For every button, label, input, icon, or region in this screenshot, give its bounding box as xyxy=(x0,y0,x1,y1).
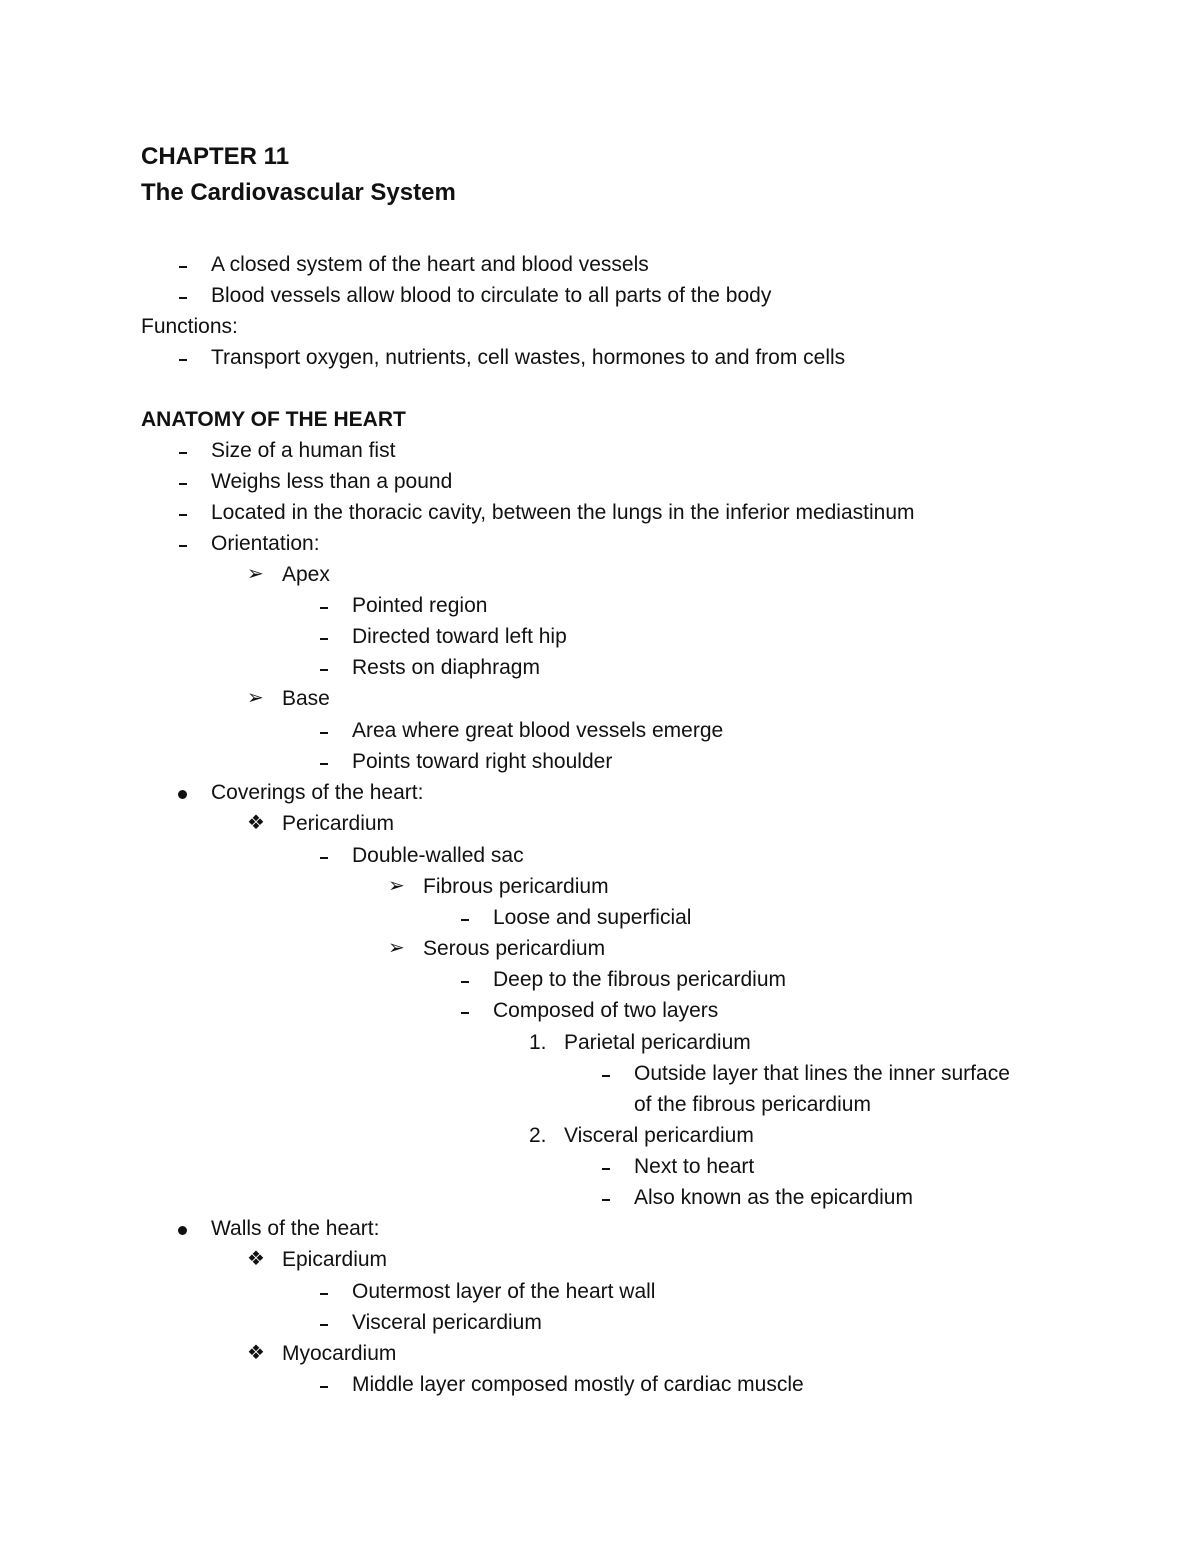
chapter-number: CHAPTER 11 xyxy=(141,143,290,170)
diamond-bullet-icon: ❖ xyxy=(247,1248,265,1270)
section-heading: ANATOMY OF THE HEART xyxy=(141,408,406,431)
arrow-bullet-icon: ➢ xyxy=(247,687,264,709)
diamond-bullet-icon: ❖ xyxy=(247,812,265,834)
diamond-bullet-icon: ❖ xyxy=(247,1342,265,1364)
arrow-bullet-icon: ➢ xyxy=(388,875,405,897)
document-page: CHAPTER 11 The Cardiovascular System A closed system of the heart and blood vessels Blood vessels allow blood to circulate to all parts of the body Functions: Transport oxygen, nutrients, cell wastes, hormones to and from cells ANATOMY OF THE HEART Size of a human fist Weighs less than a pound Located in the thoracic cavity, between the lungs in the inferior mediastinum Orientation: ➢ Apex Pointed region Directed toward left hip Rests on diaphragm ➢ Base Area where great blood vessels emerge Points toward right shoulder Coverings of the heart: ❖ Pericardium Double-walled sac ➢ Fibrous pericardium Loose and superficial ➢ Serous pericardium Deep to the fibrous pericardium Composed of two layers 1. Parietal pericardium Outside layer that lines the inner surface of the fibrous pericardium 2. Visceral pericardium Next to heart Also known as the epicardium Walls of the heart: ❖ Epicardium Outermost layer of the heart wall Visceral pericardium ❖ Myocardium Middle layer composed mostly of cardiac muscle xyxy=(141,143,1010,1396)
arrow-bullet-icon: ➢ xyxy=(247,563,264,585)
arrow-bullet-icon: ➢ xyxy=(388,937,405,959)
chapter-title: The Cardiovascular System xyxy=(141,179,456,206)
functions-label: Functions: xyxy=(141,315,238,338)
list-number: 1. xyxy=(529,1031,547,1054)
list-number: 2. xyxy=(529,1124,547,1147)
